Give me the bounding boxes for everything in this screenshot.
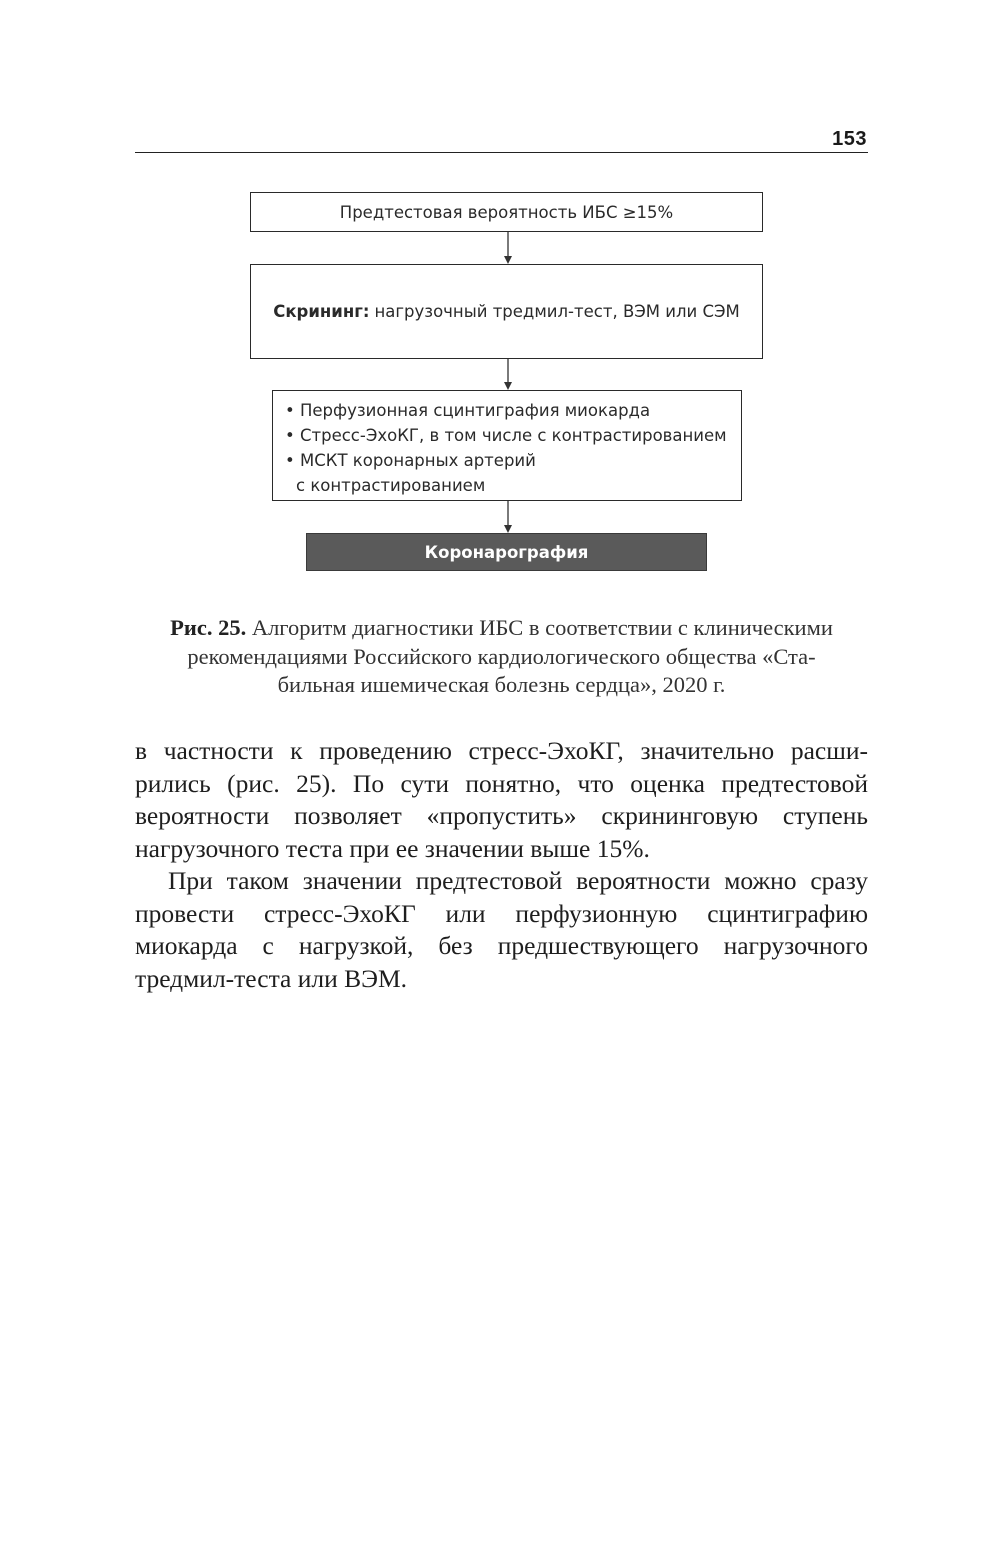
method-item: • Стресс-ЭхоКГ, в том числе с контрастированием (285, 426, 727, 445)
screening-label: Скрининг: (273, 302, 370, 321)
text-line: вероятности позволяет «пропустить» скрининговую ступень (135, 801, 868, 830)
coronarography-text: Коронарография (424, 542, 589, 562)
screening-text: нагрузочный тредмил-тест, ВЭМ или СЭМ (374, 302, 740, 321)
arrow-down-icon (501, 501, 515, 533)
caption-line (135, 614, 868, 643)
caption-line: бильная ишемическая болезнь сердца», 2020 г. (277, 672, 726, 697)
coronarography-box (306, 533, 707, 571)
text-line: При таком значении предтестовой вероятности можно сразу (168, 866, 868, 895)
text-line: в частности к проведению стресс-ЭхоКГ, значительно расши- (135, 736, 868, 765)
text-line: тредмил-теста или ВЭМ. (135, 963, 408, 993)
header-rule (135, 152, 868, 153)
paragraph (135, 865, 868, 995)
text-line: миокарда с нагрузкой, без предшествующего нагрузочного (135, 931, 868, 960)
caption-label: Рис. 25. (170, 615, 247, 640)
pretest-probability-text: Предтестовая вероятность ИБС ≥15% (339, 202, 674, 222)
body-text (135, 735, 868, 995)
page-number: 153 (832, 128, 867, 150)
arrow-down-icon (501, 359, 515, 390)
caption-line: рекомендациями Российского кардиологического общества «Ста- (187, 643, 816, 669)
caption-text: Алгоритм диагностики ИБС в соответствии с клиническими (251, 615, 833, 640)
method-item-continuation: с контрастированием (296, 476, 486, 495)
method-item: • Перфузионная сцинтиграфия миокарда (285, 401, 651, 420)
pretest-probability-box (250, 192, 763, 232)
text-line: провести стресс-ЭхоКГ или перфузионную сцинтиграфию (135, 898, 868, 928)
method-item: • МСКТ коронарных артерий (285, 451, 536, 470)
arrow-down-icon (501, 232, 515, 264)
imaging-methods-box (272, 390, 742, 501)
text-line: рились (рис. 25). По сути понятно, что оценка предтестовой (135, 768, 868, 798)
screening-box (250, 264, 763, 359)
figure-caption (135, 614, 868, 700)
text-line: нагрузочного теста при ее значении выше 15%. (135, 833, 650, 863)
paragraph (135, 735, 868, 865)
